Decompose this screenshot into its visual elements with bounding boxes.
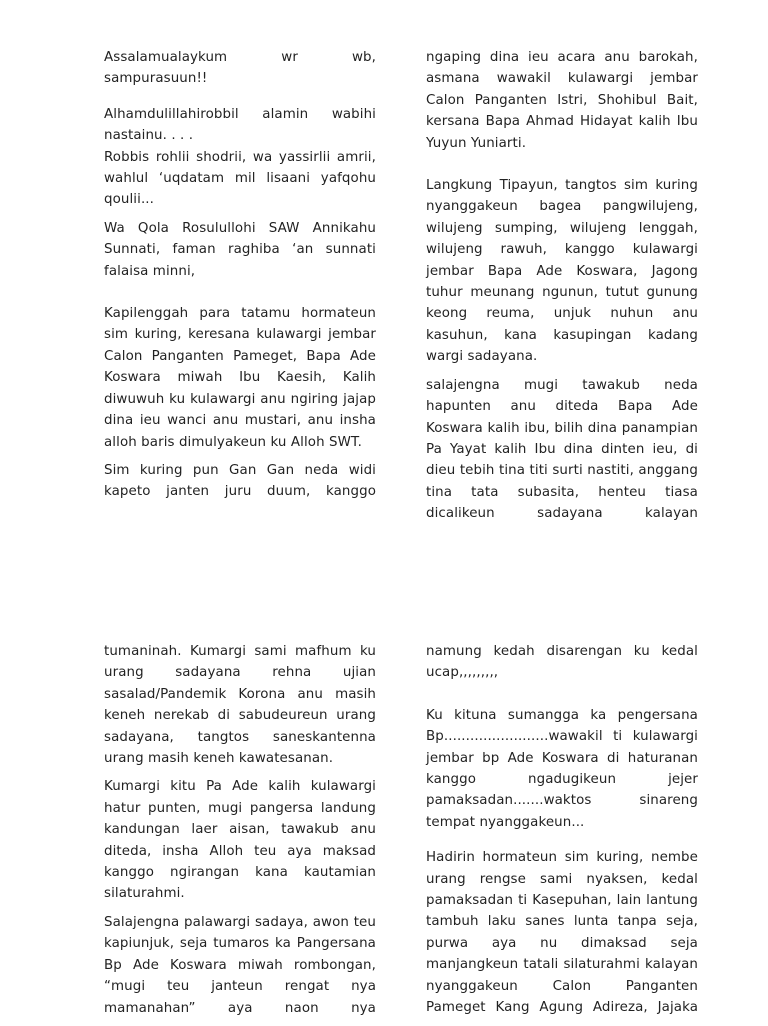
speech-paragraph: namung kedah disarengan ku kedal ucap,,,,,,,,, <box>426 644 698 681</box>
welcome-guests-paragraph: Kapilenggah para tatamu hormateun sim kuring, keresana kulawargi jembar Calon Panganten Pameget, Bapa Ade Koswara miwah Ibu Kaesih, Kalih diwuwuh ku kulawargi anu ngiring jajap dina ieu wanci anu mustari, anu insha alloh baris dimulyakeun ku Alloh SWT. <box>104 306 376 450</box>
mc-intro-paragraph: Sim kuring pun Gan Gan neda widi kapeto janten juru duum, kanggo <box>104 462 376 500</box>
bottom-right-column <box>426 641 698 1026</box>
greeting-paragraph: Assalamualaykum wr wb, sampurasuun!! <box>104 50 376 87</box>
top-left-column <box>104 47 376 510</box>
witness-paragraph: Hadirin hormateun sim kuring, nembe urang rengse sami nyaksen, kedal pamaksadan ti Kasepuhan, lain lantung tambuh laku sanes lunta tanpa seja, purwa aya nu dimaksad seja manjangkeun tatali silaturahmi kalayan nyanggakeun Calon Panganten Pameget Kang Agung Adireza, Jajaka <box>426 850 698 1016</box>
hamdalah-paragraph: Alhamdulillahirobbil alamin wabihi nastainu. . . . <box>104 106 376 144</box>
apology-paragraph: salajengna mugi tawakub neda hapunten anu diteda Bapa Ade Koswara kalih ibu, bilih dina panampian Pa Yayat kalih Ibu dina dinten ieu, di dieu tebih tina titi surti nastiti, anggang tina tata subasita, henteu tiasa dicalikeun sadayana kalayan <box>426 377 698 522</box>
pandemic-paragraph: tumaninah. Kumargi sami mafhum ku urang sadayana rehna ujian sasalad/Pandemik Korona anu masih keneh nerekab di sabudeureun urang sadayana, tangtos saneskantenna urang masih keneh kawatesanan. <box>104 644 376 767</box>
hadith-paragraph: Wa Qola Rosulullohi SAW Annikahu Sunnati, faman raghiba ‘an sunnati falaisa minni, <box>104 220 376 279</box>
top-right-column <box>426 47 698 532</box>
forgiveness-paragraph: Kumargi kitu Pa Ade kalih kulawargi hatur punten, mugi pangersa landung kandungan laer aisan, tawakub anu diteda, insha Alloh teu aya maksad kanggo ngirangan kana kautamian silaturahmi. <box>104 779 376 902</box>
host-paragraph: ngaping dina ieu acara anu barokah, asmana wawakil kulawargi jembar Calon Panganten Istri, Shohibul Bait, kersana Bapa Ahmad Hidayat kalih Ibu Yuyun Yuniarti. <box>426 50 698 151</box>
question-paragraph: Salajengna palawargi sadaya, awon teu kapiunjuk, seja tumaros ka Pangersana Bp Ade Koswara miwah rombongan, “mugi teu janteun rengat nya mamanahan” aya naon nya <box>104 914 376 1016</box>
bottom-left-column <box>104 641 376 1026</box>
invitation-paragraph: Ku kituna sumangga ka pengersana Bp........................wawakil ti kulawargi jembar bp Ade Koswara di haturanan kanggo ngadugikeun jejer pamaksadan.......waktos sinareng tempat nyanggakeun... <box>426 707 698 830</box>
page-bottom-half <box>0 600 768 1024</box>
greetings-paragraph: Langkung Tipayun, tangtos sim kuring nyanggakeun bagea pangwilujeng, wilujeng sumping, wilujeng lenggah, wilujeng rawuh, kanggo kulawargi jembar Bapa Ade Koswara, Jagong tuhur meunang ngunun, tutut gunung keong reuma, unjuk nuhun anu kasuhun, kana kasupingan kadang wargi sadayana. <box>426 178 698 365</box>
prayer-paragraph: Robbis rohlii shodrii, wa yassirlii amrii, wahlul ‘uqdatam mil lisaani yafqohu qoulii... <box>104 149 376 208</box>
